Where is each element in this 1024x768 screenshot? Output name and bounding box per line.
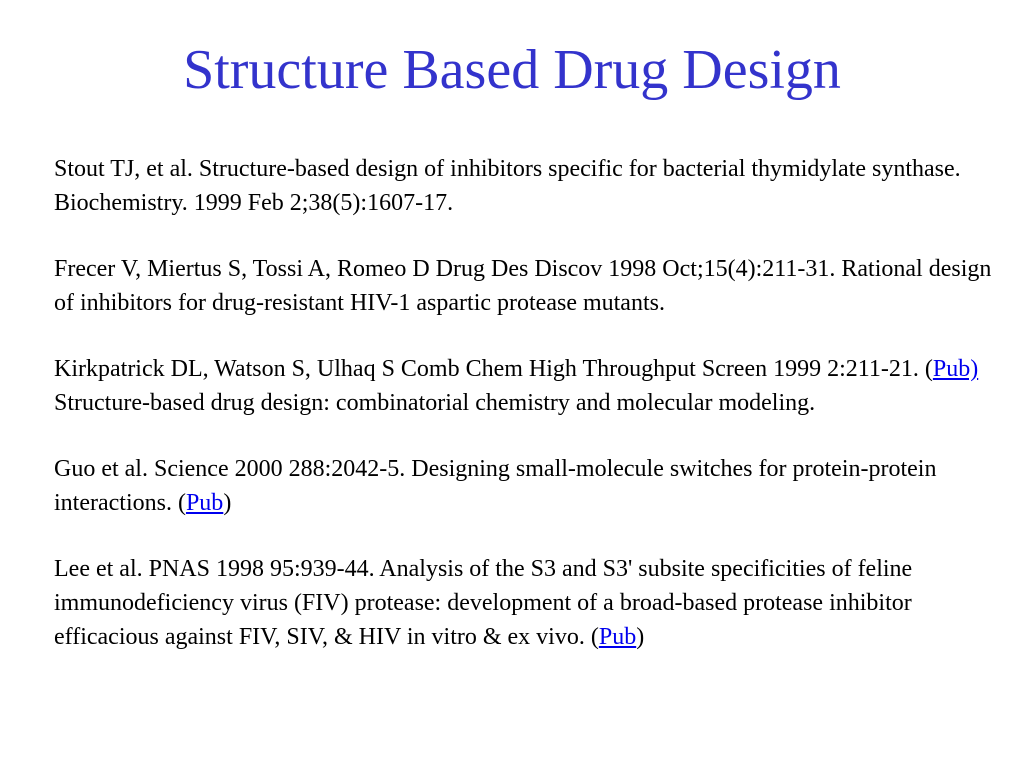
reference-text: ) [636, 624, 645, 650]
pub-link[interactable]: Pub) [932, 356, 979, 382]
reference-lee [54, 552, 994, 654]
reference-list [54, 152, 994, 686]
reference-text: ) [223, 490, 232, 516]
reference-guo [54, 452, 994, 520]
reference-kirkpatrick [54, 352, 994, 420]
reference-text: Stout TJ, et al. Structure-based design of inhibitors specific for bacterial thymidylate synthase. Biochemistry. 1999 Feb 2;38(5):1607-17. [54, 156, 961, 216]
reference-stout [54, 152, 994, 220]
reference-frecer [54, 252, 994, 320]
reference-text: Lee et al. PNAS 1998 95:939-44. Analysis of the S3 and S3' subsite specificities of feline immunodeficiency virus (FIV) protease: development of a broad-based protease inhibitor efficacious against FIV, SIV, & HIV in vitro & ex vivo. ( [54, 556, 913, 650]
reference-text: Kirkpatrick DL, Watson S, Ulhaq S Comb Chem High Throughput Screen 1999 2:211-21. ( [54, 356, 933, 382]
pub-link[interactable]: Pub [598, 624, 637, 650]
reference-text: Frecer V, Miertus S, Tossi A, Romeo D Drug Des Discov 1998 Oct;15(4):211-31. Rational design of inhibitors for drug-resistant HIV-1 aspartic protease mutants. [54, 256, 992, 316]
pub-link[interactable]: Pub [185, 490, 224, 516]
reference-text: Structure-based drug design: combinatorial chemistry and molecular modeling. [54, 390, 816, 416]
reference-text: Guo et al. Science 2000 288:2042-5. Designing small-molecule switches for protein-protein interactions. ( [54, 456, 937, 516]
slide-title: Structure Based Drug Design [183, 39, 841, 101]
